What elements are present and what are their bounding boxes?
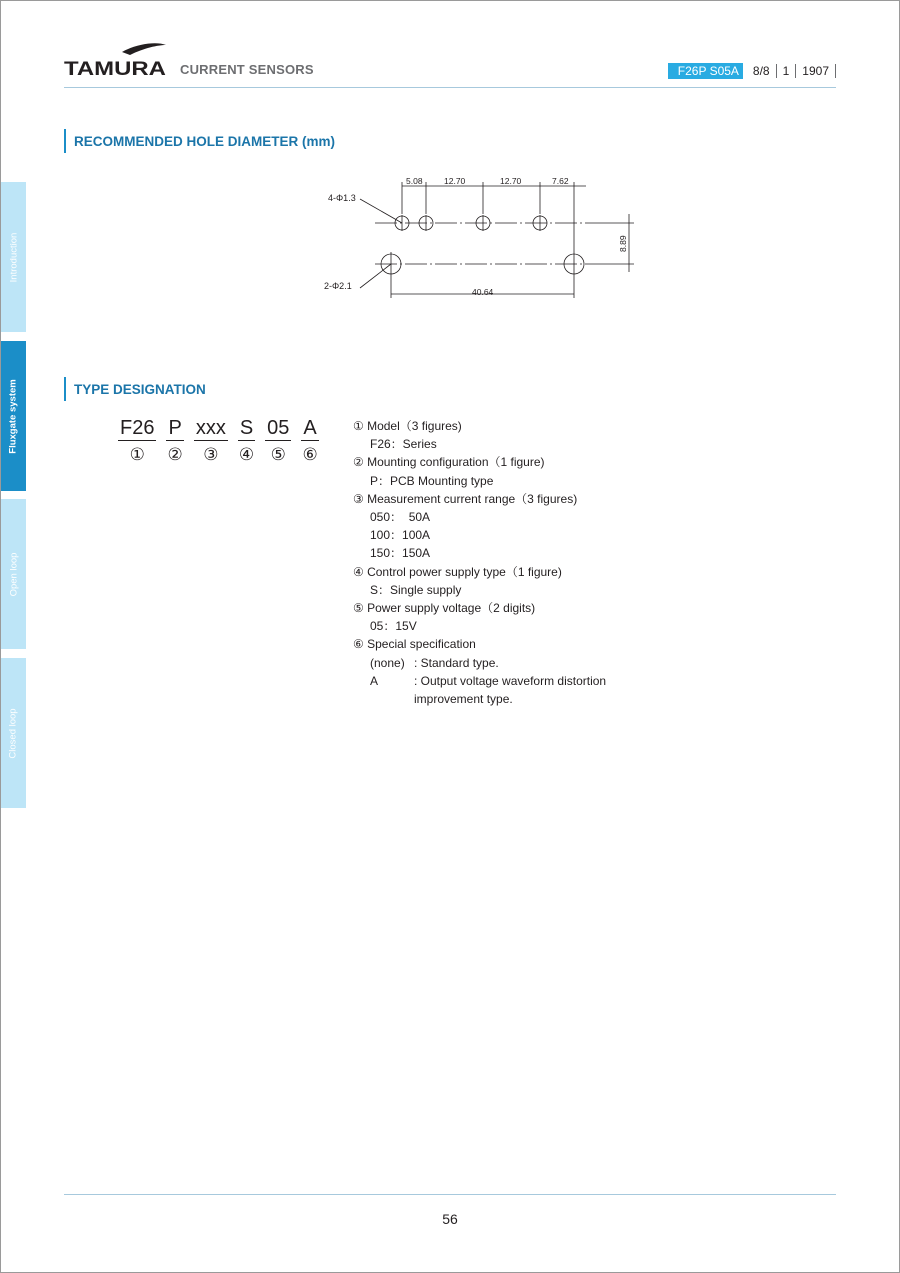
side-tab-label: Introduction [8, 232, 19, 282]
code-part-voltage: 05 ⑤ [267, 417, 290, 464]
side-tab-fluxgate-system[interactable] [1, 341, 26, 491]
dim-5-08: 5.08 [406, 176, 423, 186]
type-designation-heading: TYPE DESIGNATION [64, 377, 206, 401]
desc-range-050: 050： 50A [370, 510, 431, 525]
desc-range: ③ Measurement current range（3 figures) [353, 491, 578, 506]
header-separator [776, 64, 777, 78]
type-code [118, 416, 329, 466]
type-designation-description [353, 417, 606, 708]
model-badge: F26P S05A [668, 63, 743, 79]
code-part-special: A ⑥ [302, 417, 318, 464]
side-tab-label: Fluxgate system [8, 378, 20, 454]
code-part-model: F26 ① [120, 417, 155, 464]
side-tab-label: Closed loop [8, 707, 20, 759]
header-separator [835, 64, 836, 78]
small-hole-label: 4-Φ1.3 [328, 193, 356, 203]
header-meta [668, 63, 836, 79]
side-tab-closed-loop[interactable] [1, 658, 26, 808]
dim-12-70-second: 12.70 [500, 176, 522, 186]
desc-range-100: 100：100A [370, 528, 431, 543]
desc-model-value: F26：Series [370, 437, 437, 452]
tamura-logo [64, 42, 168, 78]
desc-special-none: (none) : Standard type. [370, 655, 499, 670]
footer-rule [64, 1194, 836, 1195]
header-separator [795, 64, 796, 78]
desc-special-a: A : Output voltage waveform distortion [370, 673, 607, 688]
desc-mounting: ② Mounting configuration（1 figure) [353, 455, 545, 470]
code-part-range: xxx ③ [195, 417, 226, 464]
header-rule [64, 87, 836, 88]
desc-model: ① Model（3 figures) [353, 419, 462, 433]
desc-voltage: ⑤ Power supply voltage（2 digits) [353, 601, 536, 616]
desc-supply-type: ④ Control power supply type（1 figure) [353, 564, 562, 579]
side-tab-label: Open loop [8, 552, 19, 596]
code-part-supply-type: S ④ [238, 417, 255, 464]
header-category: CURRENT SENSORS [180, 62, 314, 77]
dim-12-70-first: 12.70 [444, 176, 466, 186]
page-number: 56 [442, 1211, 458, 1227]
dim-40-64: 40.64 [472, 287, 494, 297]
hole-diameter-diagram [320, 172, 640, 314]
dim-8-89: 8.89 [618, 235, 628, 252]
desc-special: ⑥ Special specification [353, 637, 476, 652]
large-hole-label: 2-Φ2.1 [324, 281, 352, 291]
desc-range-150: 150：150A [370, 546, 431, 561]
revision: 1 [782, 64, 790, 78]
desc-voltage-value: 05：15V [370, 619, 417, 634]
desc-special-a-cont: improvement type. [414, 692, 513, 707]
svg-text:TAMURA: TAMURA [64, 59, 167, 78]
code-part-mounting: P ② [167, 417, 183, 464]
side-tab-introduction[interactable] [1, 182, 26, 332]
page-fraction: 8/8 [752, 64, 770, 78]
dim-7-62: 7.62 [552, 176, 569, 186]
side-tab-open-loop[interactable] [1, 499, 26, 649]
desc-supply-type-value: S：Single supply [370, 582, 462, 597]
hole-diameter-heading: RECOMMENDED HOLE DIAMETER (mm) [64, 129, 335, 153]
desc-mounting-value: P：PCB Mounting type [370, 473, 494, 488]
doc-code: 1907 [802, 64, 829, 78]
